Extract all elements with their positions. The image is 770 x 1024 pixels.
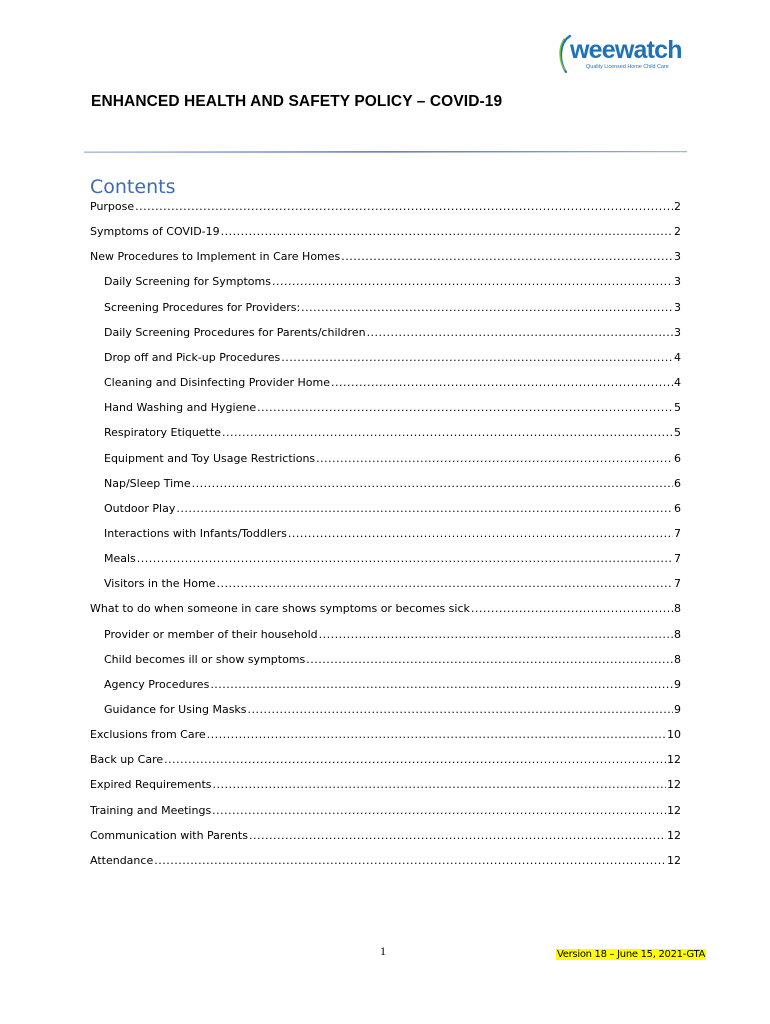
toc-entry-label: Agency Procedures (104, 677, 210, 691)
toc-dot-leader (471, 602, 673, 615)
version-label: Version 18 – June 15, 2021-GTA (557, 949, 706, 960)
toc-entry[interactable] (90, 602, 681, 618)
toc-dot-leader (135, 200, 673, 213)
toc-entry[interactable] (104, 351, 681, 367)
toc-dot-leader (257, 401, 673, 414)
toc-entry-page: 7 (674, 526, 681, 540)
toc-entry-page: 4 (674, 376, 681, 390)
toc-entry[interactable] (90, 829, 681, 845)
toc-dot-leader (207, 728, 666, 741)
toc-entry-page: 2 (674, 225, 681, 239)
toc-entry[interactable] (104, 477, 681, 493)
toc-dot-leader (301, 301, 673, 314)
toc-entry[interactable] (104, 301, 681, 317)
toc-dot-leader (221, 225, 673, 238)
toc-entry-label: Guidance for Using Masks (104, 703, 247, 716)
toc-entry-page: 3 (674, 325, 681, 339)
toc-entry[interactable] (90, 728, 681, 744)
toc-entry[interactable] (104, 552, 681, 568)
toc-dot-leader (272, 275, 673, 288)
toc-entry-page: 4 (674, 350, 681, 364)
toc-entry[interactable] (90, 804, 681, 820)
toc-entry-page: 2 (674, 200, 681, 213)
toc-dot-leader (213, 778, 667, 791)
toc-dot-leader (367, 326, 673, 339)
toc-dot-leader (210, 678, 673, 691)
toc-entry[interactable] (104, 527, 681, 543)
toc-entry-label: Equipment and Toy Usage Restrictions (104, 451, 316, 465)
toc-entry[interactable] (104, 502, 681, 518)
weewatch-logo (556, 30, 690, 78)
toc-entry-label: Nap/Sleep Time (104, 476, 191, 490)
toc-entry-label: Provider or member of their household (104, 627, 318, 641)
toc-entry-page: 9 (674, 677, 681, 691)
toc-dot-leader (192, 477, 673, 490)
toc-entry-page: 12 (667, 778, 681, 792)
toc-entry-page: 5 (674, 426, 681, 440)
toc-entry-page: 3 (674, 300, 681, 314)
toc-entry-label: Symptoms of COVID-19 (90, 225, 220, 239)
toc-entry-label: Respiratory Etiquette (104, 426, 221, 440)
toc-entry[interactable] (90, 778, 681, 794)
toc-entry[interactable] (90, 200, 681, 216)
toc-entry-label: Back up Care (90, 753, 164, 767)
toc-dot-leader (249, 829, 666, 842)
toc-entry-page: 7 (674, 577, 681, 591)
toc-entry-label: Cleaning and Disinfecting Provider Home (104, 376, 330, 390)
toc-entry[interactable] (104, 426, 681, 442)
toc-entry-label: Communication with Parents (90, 828, 248, 842)
toc-dot-leader (306, 653, 673, 666)
toc-entry-page: 8 (674, 602, 681, 616)
toc-entry-label: New Procedures to Implement in Care Homes (90, 250, 341, 264)
toc-entry-label: Purpose (90, 200, 135, 213)
toc-entry-label: Exclusions from Care (90, 728, 206, 742)
toc-entry-page: 3 (674, 275, 681, 289)
toc-dot-leader (316, 452, 673, 465)
toc-entry-page: 12 (667, 803, 681, 817)
toc-entry[interactable] (104, 703, 681, 719)
toc-entry-label: Meals (104, 552, 136, 566)
toc-dot-leader (137, 552, 673, 565)
toc-entry-page: 12 (667, 828, 681, 842)
logo-wordmark: weewatch (570, 36, 682, 64)
toc-dot-leader (319, 628, 673, 641)
toc-entry[interactable] (104, 678, 681, 694)
logo-tagline: Quality Licensed Home Child Care (586, 64, 669, 70)
contents-heading: Contents (90, 176, 176, 198)
toc-entry-label: Attendance (90, 853, 154, 867)
toc-entry-label: Daily Screening for Symptoms (104, 275, 271, 289)
toc-entry-page: 12 (667, 753, 681, 767)
toc-entry[interactable] (90, 250, 681, 266)
toc-dot-leader (212, 804, 666, 817)
toc-entry[interactable] (90, 854, 681, 870)
toc-entry-page: 6 (674, 476, 681, 490)
toc-entry-label: Expired Requirements (90, 778, 212, 792)
toc-entry-page: 12 (667, 853, 681, 867)
toc-dot-leader (216, 577, 673, 590)
toc-dot-leader (154, 854, 666, 867)
toc-entry[interactable] (90, 753, 681, 769)
toc-entry-page: 5 (674, 401, 681, 415)
toc-entry-label: Outdoor Play (104, 501, 176, 515)
toc-entry[interactable] (104, 452, 681, 468)
toc-dot-leader (248, 703, 673, 716)
toc-entry-page: 6 (674, 451, 681, 465)
toc-entry[interactable] (104, 628, 681, 644)
toc-entry[interactable] (104, 326, 681, 342)
document-title: ENHANCED HEALTH AND SAFETY POLICY – COVID-19 (91, 93, 503, 110)
toc-dot-leader (341, 250, 673, 263)
toc-dot-leader (331, 376, 673, 389)
toc-entry-page: 10 (667, 728, 681, 742)
toc-dot-leader (288, 527, 673, 540)
toc-entry[interactable] (104, 653, 681, 669)
toc-entry-page: 9 (674, 703, 681, 716)
toc-entry-label: Visitors in the Home (104, 577, 216, 591)
page-number: 1 (380, 944, 386, 958)
toc-entry-label: Drop off and Pick-up Procedures (104, 350, 281, 364)
header-divider (84, 150, 687, 154)
toc-entry[interactable] (104, 275, 681, 291)
toc-entry[interactable] (104, 376, 681, 392)
toc-entry-page: 7 (674, 552, 681, 566)
toc-dot-leader (176, 502, 673, 515)
toc-entry-page: 8 (674, 627, 681, 641)
toc-entry-page: 6 (674, 501, 681, 515)
toc-entry-label: Screening Procedures for Providers: (104, 300, 301, 314)
toc-entry-label: Interactions with Infants/Toddlers (104, 526, 287, 540)
toc-entry-label: Training and Meetings (90, 803, 212, 817)
toc-entry-page: 8 (674, 652, 681, 666)
toc-entry-label: Daily Screening Procedures for Parents/children (104, 325, 366, 339)
toc-entry-label: Hand Washing and Hygiene (104, 401, 257, 415)
toc-dot-leader (164, 753, 666, 766)
toc-entry[interactable] (90, 225, 681, 241)
toc-entry[interactable] (104, 401, 681, 417)
toc-dot-leader (281, 351, 673, 364)
toc-entry-page: 3 (674, 250, 681, 264)
toc-entry-label: Child becomes ill or show symptoms (104, 652, 306, 666)
toc-entry[interactable] (104, 577, 681, 593)
toc-entry-label: What to do when someone in care shows symptoms or becomes sick (90, 602, 470, 616)
toc-dot-leader (222, 426, 673, 439)
